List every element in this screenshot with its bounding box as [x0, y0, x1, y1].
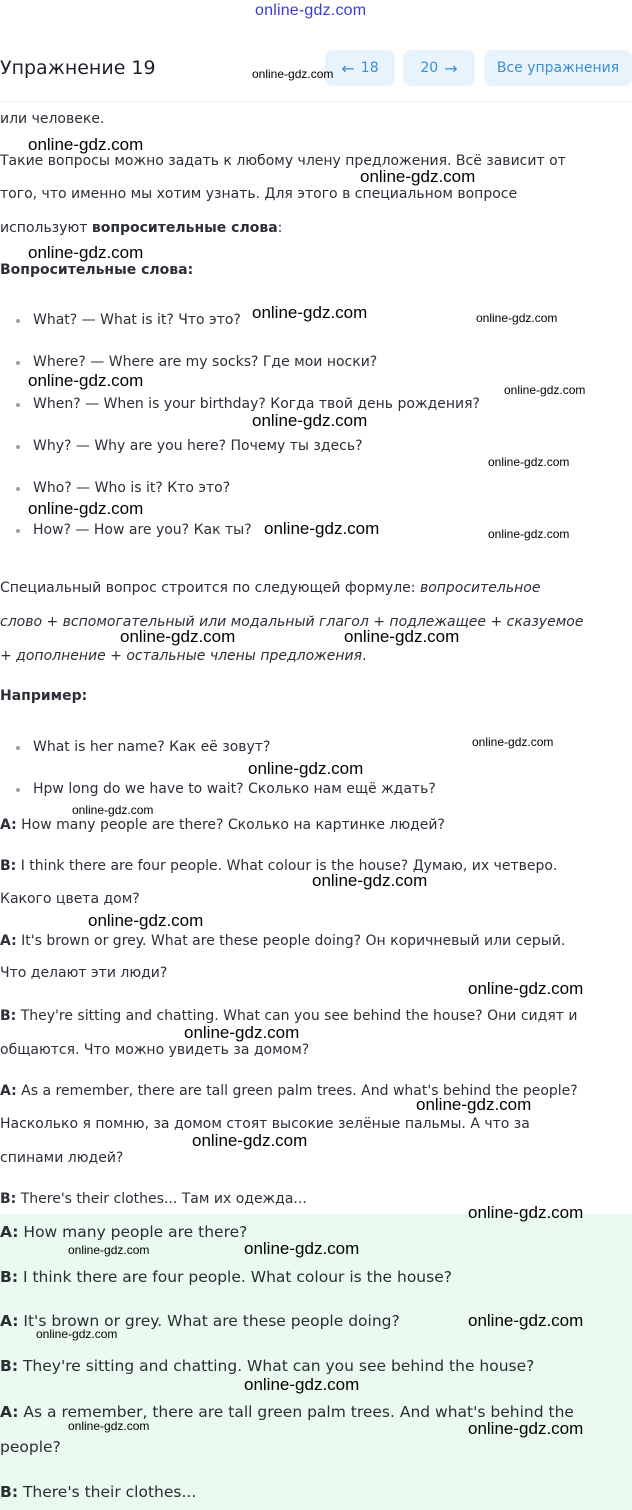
list-item: Who? — Who is it? Кто это? [33, 480, 231, 496]
dialogue-line: Что делают эти люди? [0, 965, 168, 981]
watermark: online-gdz.com [468, 979, 584, 998]
watermark: online-gdz.com [68, 1419, 150, 1433]
watermark: online-gdz.com [28, 371, 144, 390]
theory-line [0, 218, 282, 238]
watermark: online-gdz.com [36, 1327, 118, 1341]
watermark: online-gdz.com [28, 135, 144, 154]
dialogue-line: спинами людей? [0, 1150, 124, 1166]
watermark: online-gdz.com [488, 527, 570, 541]
watermark: online-gdz.com [184, 1023, 300, 1042]
dialogue-line: A: As a remember, there are tall green palm trees. And what's behind the people? [0, 1083, 578, 1099]
arrow-right-icon: → [444, 58, 458, 78]
watermark: online-gdz.com [312, 871, 428, 890]
theory-bold-text: вопросительные слова [91, 220, 278, 236]
watermark: online-gdz.com [360, 167, 476, 186]
answer-line: B: There's their clothes... [0, 1483, 197, 1501]
arrow-left-icon: ← [341, 58, 355, 78]
dialogue-line: Насколько я помню, за домом стоят высокие зелёные пальмы. А что за [0, 1116, 530, 1132]
list-item: Hpw long do we have to wait? Сколько нам ещё ждать? [33, 781, 436, 797]
list-item: Where? — Where are my socks? Где мои носки? [33, 354, 378, 370]
list-item: What is her name? Как её зовут? [33, 739, 271, 755]
next-exercise-button[interactable] [403, 50, 475, 86]
watermark: online-gdz.com [244, 1239, 360, 1258]
bullet [16, 487, 20, 491]
theory-line: того, что именно мы хотим узнать. Для этого в специальном вопросе [0, 186, 518, 202]
dialogue-line: Какого цвета дом? [0, 891, 140, 907]
example-heading: Например: [0, 688, 88, 704]
answer-line: people? [0, 1438, 61, 1456]
watermark: online-gdz.com [344, 627, 460, 646]
bullet [16, 746, 20, 750]
list-item: When? — When is your birthday? Когда твой день рождения? [33, 396, 480, 412]
prev-exercise-label: 18 [360, 60, 379, 76]
bullet [16, 403, 20, 407]
all-exercises-label: Все упражнения [496, 60, 620, 76]
watermark: online-gdz.com [88, 911, 204, 930]
watermark: online-gdz.com [252, 303, 368, 322]
watermark: online-gdz.com [252, 67, 334, 81]
answer-line: A: It's brown or grey. What are these people doing? [0, 1312, 400, 1330]
watermark: online-gdz.com [248, 759, 364, 778]
dialogue-line: A: It's brown or grey. What are these people doing? Он коричневый или серый. [0, 933, 566, 949]
list-item: What? — What is it? Что это? [33, 312, 241, 328]
theory-text: : [277, 220, 283, 236]
bullet [16, 529, 20, 533]
formula-line: Специальный вопрос строится по следующей формуле: вопросительное [0, 580, 541, 596]
watermark: online-gdz.com [488, 455, 570, 469]
bullet [16, 319, 20, 323]
watermark: online-gdz.com [72, 803, 154, 817]
watermark: online-gdz.com [28, 243, 144, 262]
watermark: online-gdz.com [504, 383, 586, 397]
answer-line: A: As a remember, there are tall green palm trees. And what's behind the [0, 1403, 574, 1421]
watermark: online-gdz.com [28, 499, 144, 518]
page-title: Упражнение 19 [0, 57, 156, 79]
prev-exercise-button[interactable] [325, 50, 395, 86]
bullet [16, 788, 20, 792]
list-item: Why? — Why are you here? Почему ты здесь? [33, 438, 363, 454]
watermark: online-gdz.com [472, 735, 554, 749]
header-divider [0, 101, 632, 102]
watermark: online-gdz.com [468, 1419, 584, 1438]
all-exercises-button[interactable] [484, 50, 632, 86]
list-item: How? — How are you? Как ты? [33, 522, 252, 538]
watermark: online-gdz.com [252, 411, 368, 430]
dialogue-line: B: They're sitting and chatting. What can you see behind the house? Они сидят и [0, 1008, 578, 1024]
watermark: online-gdz.com [476, 311, 558, 325]
formula-line: слово + вспомогательный или модальный глагол + подлежащее + сказуемое [0, 614, 584, 630]
theory-line: или человеке. [0, 111, 105, 127]
watermark: online-gdz.com [244, 1375, 360, 1394]
top-watermark: online-gdz.com [255, 2, 367, 19]
dialogue-line: B: I think there are four people. What colour is the house? Думаю, их четверо. [0, 858, 558, 874]
bullet [16, 445, 20, 449]
dialogue-line: B: There's their clothes... Там их одежда... [0, 1191, 307, 1207]
bullet [16, 361, 20, 365]
answer-line: B: I think there are four people. What colour is the house? [0, 1268, 452, 1286]
formula-line: + дополнение + остальные члены предложения. [0, 648, 367, 664]
question-words-heading: Вопросительные слова: [0, 262, 194, 278]
theory-text: используют [0, 220, 92, 236]
watermark: online-gdz.com [68, 1243, 150, 1257]
watermark: online-gdz.com [120, 627, 236, 646]
answer-line: B: They're sitting and chatting. What can you see behind the house? [0, 1357, 535, 1375]
watermark: online-gdz.com [416, 1095, 532, 1114]
watermark: online-gdz.com [468, 1311, 584, 1330]
dialogue-line: A: How many people are there? Сколько на картинке людей? [0, 817, 445, 833]
next-exercise-label: 20 [420, 60, 439, 76]
dialogue-line: общаются. Что можно увидеть за домом? [0, 1042, 310, 1058]
watermark: online-gdz.com [264, 519, 380, 538]
watermark: online-gdz.com [468, 1203, 584, 1222]
watermark: online-gdz.com [192, 1131, 308, 1150]
answer-line: A: How many people are there? [0, 1223, 248, 1241]
theory-line: Такие вопросы можно задать к любому члену предложения. Всё зависит от [0, 153, 566, 169]
